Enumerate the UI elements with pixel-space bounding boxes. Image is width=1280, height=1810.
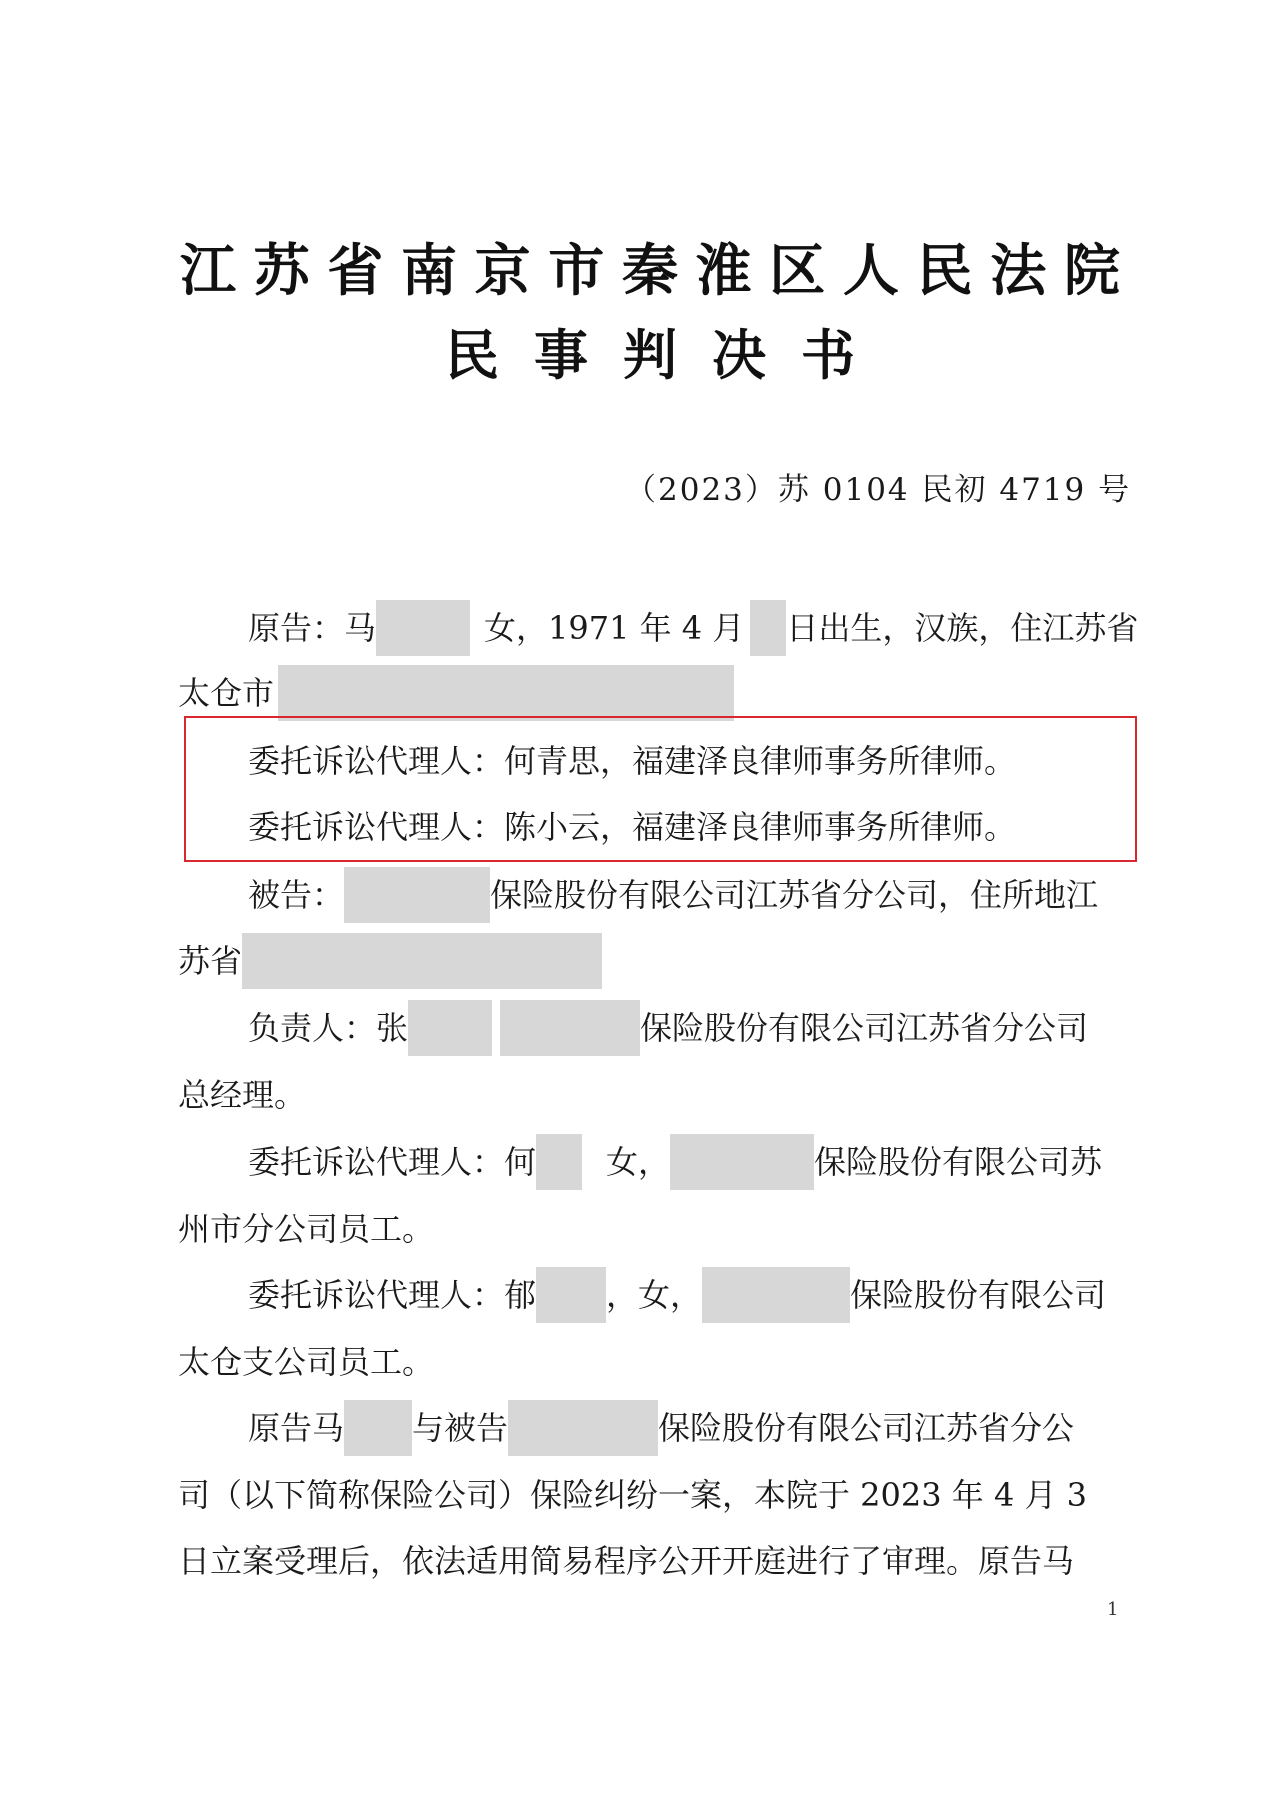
doc-type-char: 判 (623, 323, 677, 387)
defendant-agent-1-cont: 州市分公司员工。 (178, 1210, 435, 1248)
redaction-block (500, 1000, 640, 1056)
defendant-label: 被告： (248, 876, 345, 914)
defendant-agent-1-line (248, 1137, 1102, 1187)
doc-type-char: 事 (534, 323, 588, 387)
court-title-char: 京 (474, 239, 531, 304)
defendant-desc: 保险股份有限公司江苏省分公司，住所地江 (490, 876, 1099, 914)
case-number: （2023）苏 0104 民初 4719 号 (625, 472, 1132, 508)
court-title-char: 院 (1063, 239, 1120, 304)
court-title-char: 民 (916, 239, 973, 304)
defendant-agent-1-label: 委托诉讼代理人：何 (248, 1143, 537, 1181)
body-line-1 (248, 1403, 1074, 1453)
redaction-block (408, 1000, 492, 1056)
document-type-title (445, 313, 855, 389)
defendant-agent-1-gender: 女， (606, 1143, 671, 1181)
body-text: 保险股份有限公司江苏省分公 (658, 1409, 1075, 1447)
responsible-person-label: 负责人：张 (248, 1009, 409, 1047)
body-line-2: 司（以下简称保险公司）保险纠纷一案，本院于 2023 年 4 月 3 (178, 1476, 1088, 1514)
court-title-char: 淮 (695, 239, 752, 304)
redaction-block (670, 1134, 814, 1190)
plaintiff-desc: 女，1971 年 4 月 (484, 609, 745, 647)
defendant-line (248, 870, 1098, 920)
plaintiff-address-line (178, 668, 734, 718)
court-title-char: 区 (769, 239, 826, 304)
court-title-char: 苏 (253, 239, 310, 304)
defendant-agent-2-desc: 保险股份有限公司 (850, 1276, 1107, 1314)
plaintiff-desc-2: 日出生，汉族，住江苏省 (786, 609, 1139, 647)
plaintiff-agent-1: 委托诉讼代理人：何青思，福建泽良律师事务所律师。 (248, 742, 1017, 780)
court-title-char: 法 (990, 239, 1047, 304)
responsible-person-title: 总经理。 (178, 1076, 307, 1114)
redaction-block (344, 867, 490, 923)
court-title-char: 人 (842, 239, 899, 304)
redaction-block (702, 1267, 850, 1323)
defendant-address-line (178, 936, 602, 986)
page-number: 1 (1107, 1599, 1119, 1620)
defendant-agent-2-cont: 太仓支公司员工。 (178, 1343, 435, 1381)
court-title-char: 省 (327, 239, 384, 304)
responsible-person-desc: 保险股份有限公司江苏省分公司 (640, 1009, 1089, 1047)
court-title (180, 225, 1120, 309)
responsible-person-line (248, 1003, 1088, 1053)
defendant-address-prefix: 苏省 (178, 942, 243, 980)
redaction-block (508, 1400, 658, 1456)
redaction-block (750, 600, 786, 656)
body-text: 原告马 (248, 1409, 345, 1447)
court-title-char: 江 (180, 239, 236, 304)
doc-type-char: 书 (801, 323, 855, 387)
body-line-3: 日立案受理后，依法适用简易程序公开开庭进行了审理。原告马 (178, 1542, 1075, 1580)
court-title-char: 秦 (621, 239, 678, 304)
defendant-agent-1-desc: 保险股份有限公司苏 (814, 1143, 1103, 1181)
court-title-char: 南 (400, 239, 457, 304)
doc-type-char: 民 (445, 323, 499, 387)
defendant-agent-2-gender: ，女， (606, 1276, 703, 1314)
defendant-agent-2-line (248, 1270, 1106, 1320)
redaction-block (278, 665, 734, 721)
redaction-block (344, 1400, 412, 1456)
redaction-block (242, 933, 602, 989)
redaction-block (536, 1134, 582, 1190)
plaintiff-agent-2: 委托诉讼代理人：陈小云，福建泽良律师事务所律师。 (248, 808, 1017, 846)
court-title-char: 市 (548, 239, 605, 304)
redaction-block (536, 1267, 606, 1323)
redaction-block (376, 600, 470, 656)
body-text: 与被告 (412, 1409, 509, 1447)
doc-type-char: 决 (712, 323, 766, 387)
plaintiff-address-prefix: 太仓市 (178, 674, 275, 712)
plaintiff-label: 原告：马 (248, 609, 377, 647)
defendant-agent-2-label: 委托诉讼代理人：郁 (248, 1276, 537, 1314)
plaintiff-line (248, 603, 1138, 653)
